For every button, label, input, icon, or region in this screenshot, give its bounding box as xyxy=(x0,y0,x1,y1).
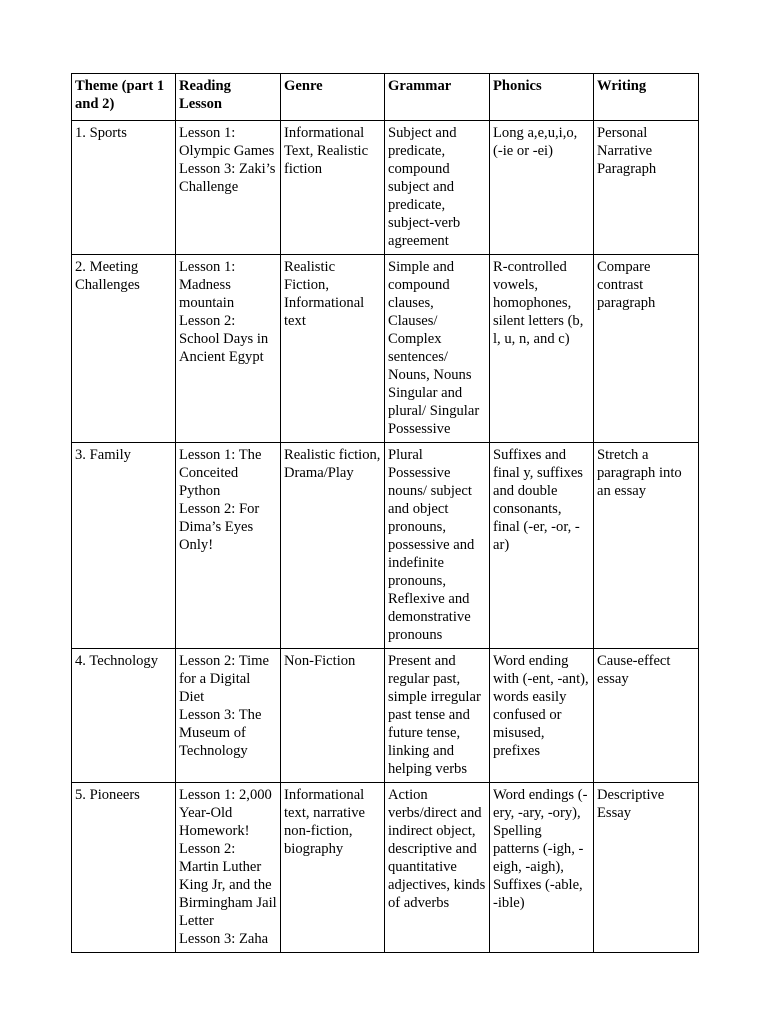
phonics-cell: Long a,e,u,i,o, (-ie or -ei) xyxy=(490,121,594,255)
table-row xyxy=(72,121,699,255)
lesson-line: Lesson 1: Olympic Games xyxy=(179,125,275,159)
header-grammar: Grammar xyxy=(385,74,490,121)
table-row xyxy=(72,783,699,953)
genre-cell: Informational Text, Realistic fiction xyxy=(281,121,385,255)
genre-cell: Non-Fiction xyxy=(281,649,385,783)
grammar-cell: Action verbs/direct and indirect object, descriptive and quantitative adjectives, kinds of adverbs xyxy=(385,783,490,953)
theme-cell: 5. Pioneers xyxy=(72,783,176,953)
theme-cell: 3. Family xyxy=(72,443,176,649)
phonics-cell: Suffixes and final y, suffixes and double consonants, final (-er, -or, -ar) xyxy=(490,443,594,649)
table-row xyxy=(72,649,699,783)
phonics-cell: R-controlled vowels, homophones, silent letters (b, l, u, n, and c) xyxy=(490,255,594,443)
genre-cell: Realistic fiction, Drama/Play xyxy=(281,443,385,649)
theme-cell: 4. Technology xyxy=(72,649,176,783)
genre-cell: Realistic Fiction, Informational text xyxy=(281,255,385,443)
grammar-cell: Simple and compound clauses, Clauses/ Complex sentences/ Nouns, Nouns Singular and plural/ Singular Possessive xyxy=(385,255,490,443)
lesson-line: Lesson 2: For Dima’s Eyes Only! xyxy=(179,501,260,553)
table-row xyxy=(72,255,699,443)
lesson-line: Lesson 3: Zaha xyxy=(179,931,269,947)
theme-cell: 2. Meeting Challenges xyxy=(72,255,176,443)
lesson-line: Lesson 1: The Conceited Python xyxy=(179,447,262,499)
lesson-line: Lesson 2: Time for a Digital Diet xyxy=(179,653,270,705)
reading-lesson-cell xyxy=(176,649,281,783)
header-reading-lesson: Reading Lesson xyxy=(176,74,281,121)
phonics-cell: Word endings (-ery, -ary, -ory), Spelling patterns (-igh, -eigh, -aigh), Suffixes (-able, -ible) xyxy=(490,783,594,953)
header-theme: Theme (part 1 and 2) xyxy=(72,74,176,121)
reading-lesson-cell xyxy=(176,783,281,953)
grammar-cell: Plural Possessive nouns/ subject and object pronouns, possessive and indefinite pronouns, Reflexive and demonstrative pronouns xyxy=(385,443,490,649)
reading-lesson-cell xyxy=(176,121,281,255)
writing-cell: Personal Narrative Paragraph xyxy=(594,121,699,255)
reading-lesson-cell xyxy=(176,255,281,443)
writing-cell: Stretch a paragraph into an essay xyxy=(594,443,699,649)
table-header-row xyxy=(72,74,699,121)
writing-cell: Cause-effect essay xyxy=(594,649,699,783)
curriculum-table xyxy=(71,73,699,953)
phonics-cell: Word ending with (-ent, -ant), words easily confused or misused, prefixes xyxy=(490,649,594,783)
lesson-line: Lesson 1: Madness mountain xyxy=(179,259,236,311)
table-row xyxy=(72,443,699,649)
writing-cell: Compare contrast paragraph xyxy=(594,255,699,443)
lesson-line: Lesson 2: School Days in Ancient Egypt xyxy=(179,313,269,365)
header-phonics: Phonics xyxy=(490,74,594,121)
header-writing: Writing xyxy=(594,74,699,121)
grammar-cell: Present and regular past, simple irregular past tense and future tense, linking and helping verbs xyxy=(385,649,490,783)
lesson-line: Lesson 2: Martin Luther King Jr, and the Birmingham Jail Letter xyxy=(179,841,277,929)
writing-cell: Descriptive Essay xyxy=(594,783,699,953)
genre-cell: Informational text, narrative non-fiction, biography xyxy=(281,783,385,953)
theme-cell: 1. Sports xyxy=(72,121,176,255)
lesson-line: Lesson 3: Zaki’s Challenge xyxy=(179,161,276,195)
grammar-cell: Subject and predicate, compound subject and predicate, subject-verb agreement xyxy=(385,121,490,255)
lesson-line: Lesson 3: The Museum of Technology xyxy=(179,707,262,759)
lesson-line: Lesson 1: 2,000 Year-Old Homework! xyxy=(179,787,272,839)
reading-lesson-cell xyxy=(176,443,281,649)
header-genre: Genre xyxy=(281,74,385,121)
